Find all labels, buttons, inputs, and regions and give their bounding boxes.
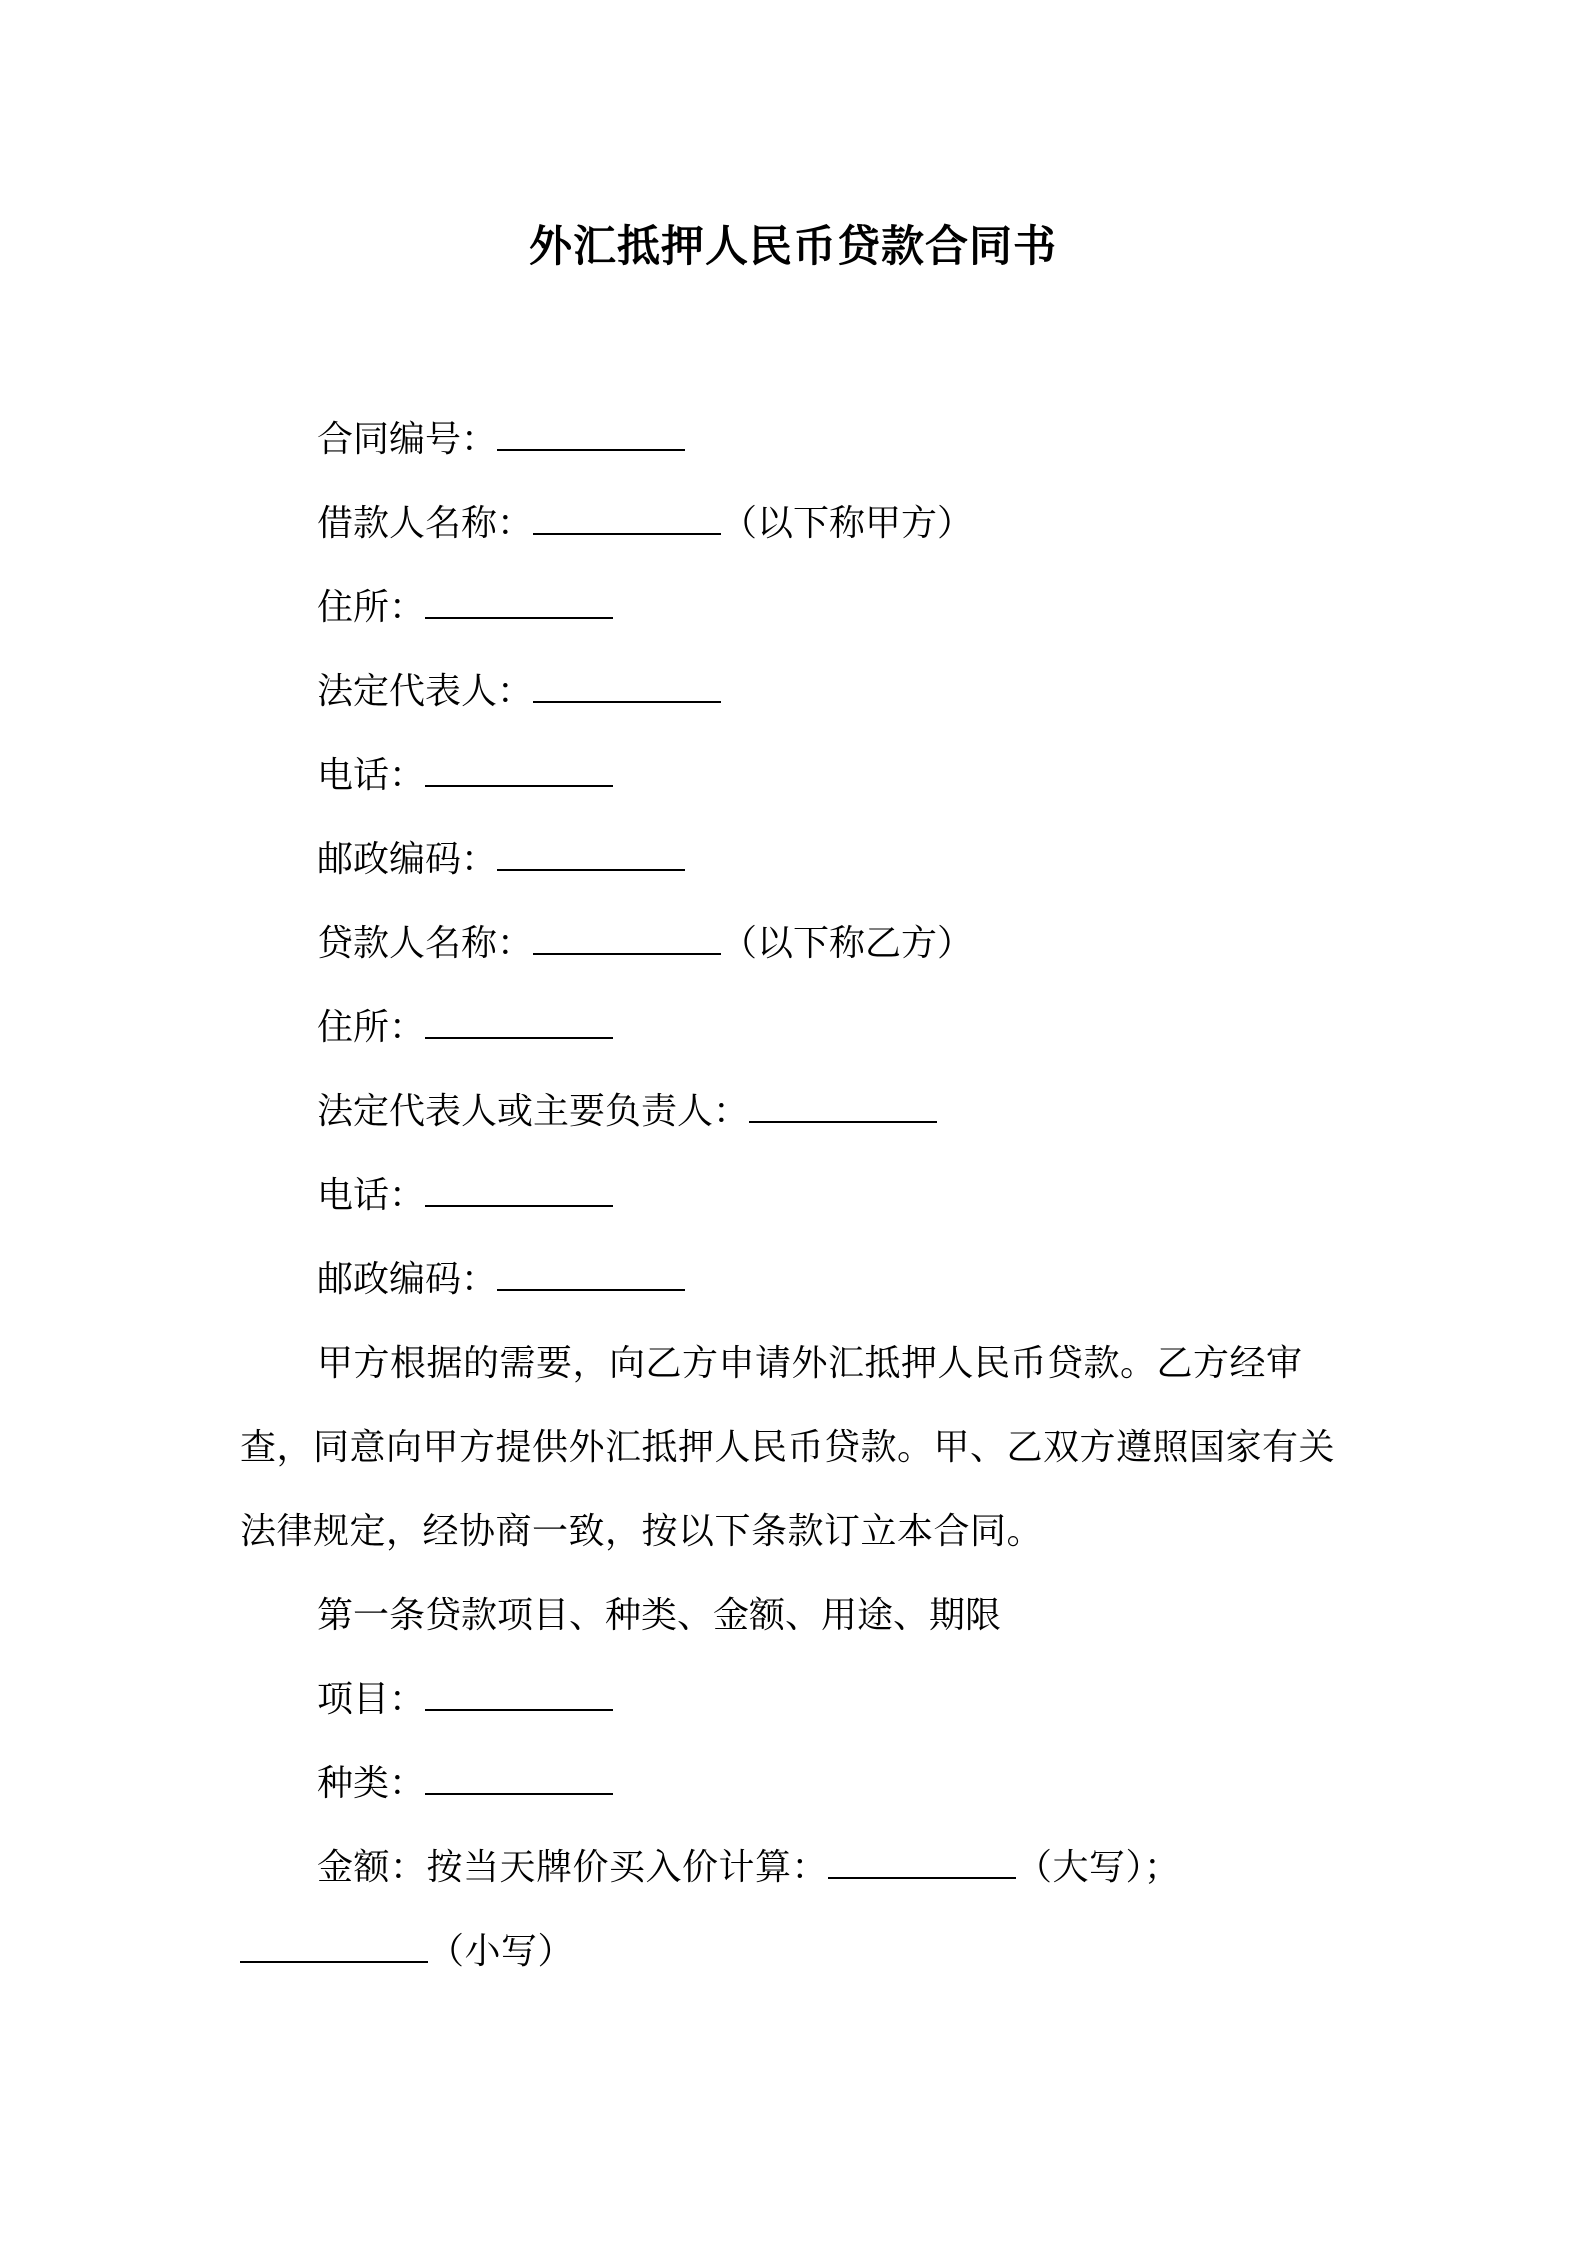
fill-blank[interactable] [533, 671, 721, 703]
preamble-paragraph: 甲方根据的需要，向乙方申请外汇抵押人民币贷款。乙方经审查，同意向甲方提供外汇抵押人民币贷款。甲、乙双方遵照国家有关法律规定，经协商一致，按以下条款订立本合同。 [240, 1343, 1336, 1552]
fill-blank[interactable] [497, 419, 685, 451]
field-label: 贷款人名称： [317, 923, 534, 964]
field-label: 电话： [317, 1175, 426, 1216]
amount-lowercase-note: （小写） [428, 1931, 575, 1972]
field-label: 住所： [317, 587, 426, 628]
field-lender-postcode [240, 1238, 1360, 1322]
field-label: 邮政编码： [317, 839, 498, 880]
fill-blank[interactable] [533, 923, 721, 955]
field-amount [240, 1826, 1360, 1994]
field-lender-phone [240, 1154, 1360, 1238]
field-borrower-phone [240, 734, 1360, 818]
field-label: 借款人名称： [317, 503, 534, 544]
field-label: 住所： [317, 1007, 426, 1048]
fill-blank-amount-figures[interactable] [240, 1931, 428, 1963]
field-suffix: （以下称甲方） [721, 503, 974, 544]
field-suffix: （以下称乙方） [721, 923, 974, 964]
fill-blank[interactable] [425, 1007, 613, 1039]
fill-blank[interactable] [425, 1175, 613, 1207]
article-1-heading: 第一条贷款项目、种类、金额、用途、期限 [317, 1595, 1002, 1636]
field-borrower-address [240, 566, 1360, 650]
field-label: 项目： [317, 1679, 426, 1720]
field-project [240, 1658, 1360, 1742]
field-borrower-legal-rep [240, 650, 1360, 734]
field-lender-legal-rep [240, 1070, 1360, 1154]
fill-blank[interactable] [425, 1679, 613, 1711]
field-label: 法定代表人： [317, 671, 534, 712]
field-borrower-name [240, 482, 1360, 566]
amount-uppercase-note: （大写）； [1016, 1847, 1181, 1888]
fill-blank[interactable] [425, 755, 613, 787]
field-label: 法定代表人或主要负责人： [317, 1091, 750, 1132]
field-borrower-postcode [240, 818, 1360, 902]
field-label: 邮政编码： [317, 1259, 498, 1300]
fill-blank[interactable] [533, 503, 721, 535]
fill-blank[interactable] [497, 839, 685, 871]
fill-blank-amount-words[interactable] [828, 1847, 1016, 1879]
fill-blank[interactable] [749, 1091, 937, 1123]
field-type [240, 1742, 1360, 1826]
field-contract-number [240, 398, 1360, 482]
fill-blank[interactable] [497, 1259, 685, 1291]
field-label: 电话： [317, 755, 426, 796]
fill-blank[interactable] [425, 587, 613, 619]
document-title: 外汇抵押人民币贷款合同书 [529, 222, 1057, 272]
field-lender-name [240, 902, 1360, 986]
document-body [240, 398, 1360, 1994]
field-label: 种类： [317, 1763, 426, 1804]
field-lender-address [240, 986, 1360, 1070]
fill-blank[interactable] [425, 1763, 613, 1795]
field-label: 合同编号： [317, 419, 498, 460]
amount-label: 金额：按当天牌价买入价计算： [317, 1847, 829, 1888]
